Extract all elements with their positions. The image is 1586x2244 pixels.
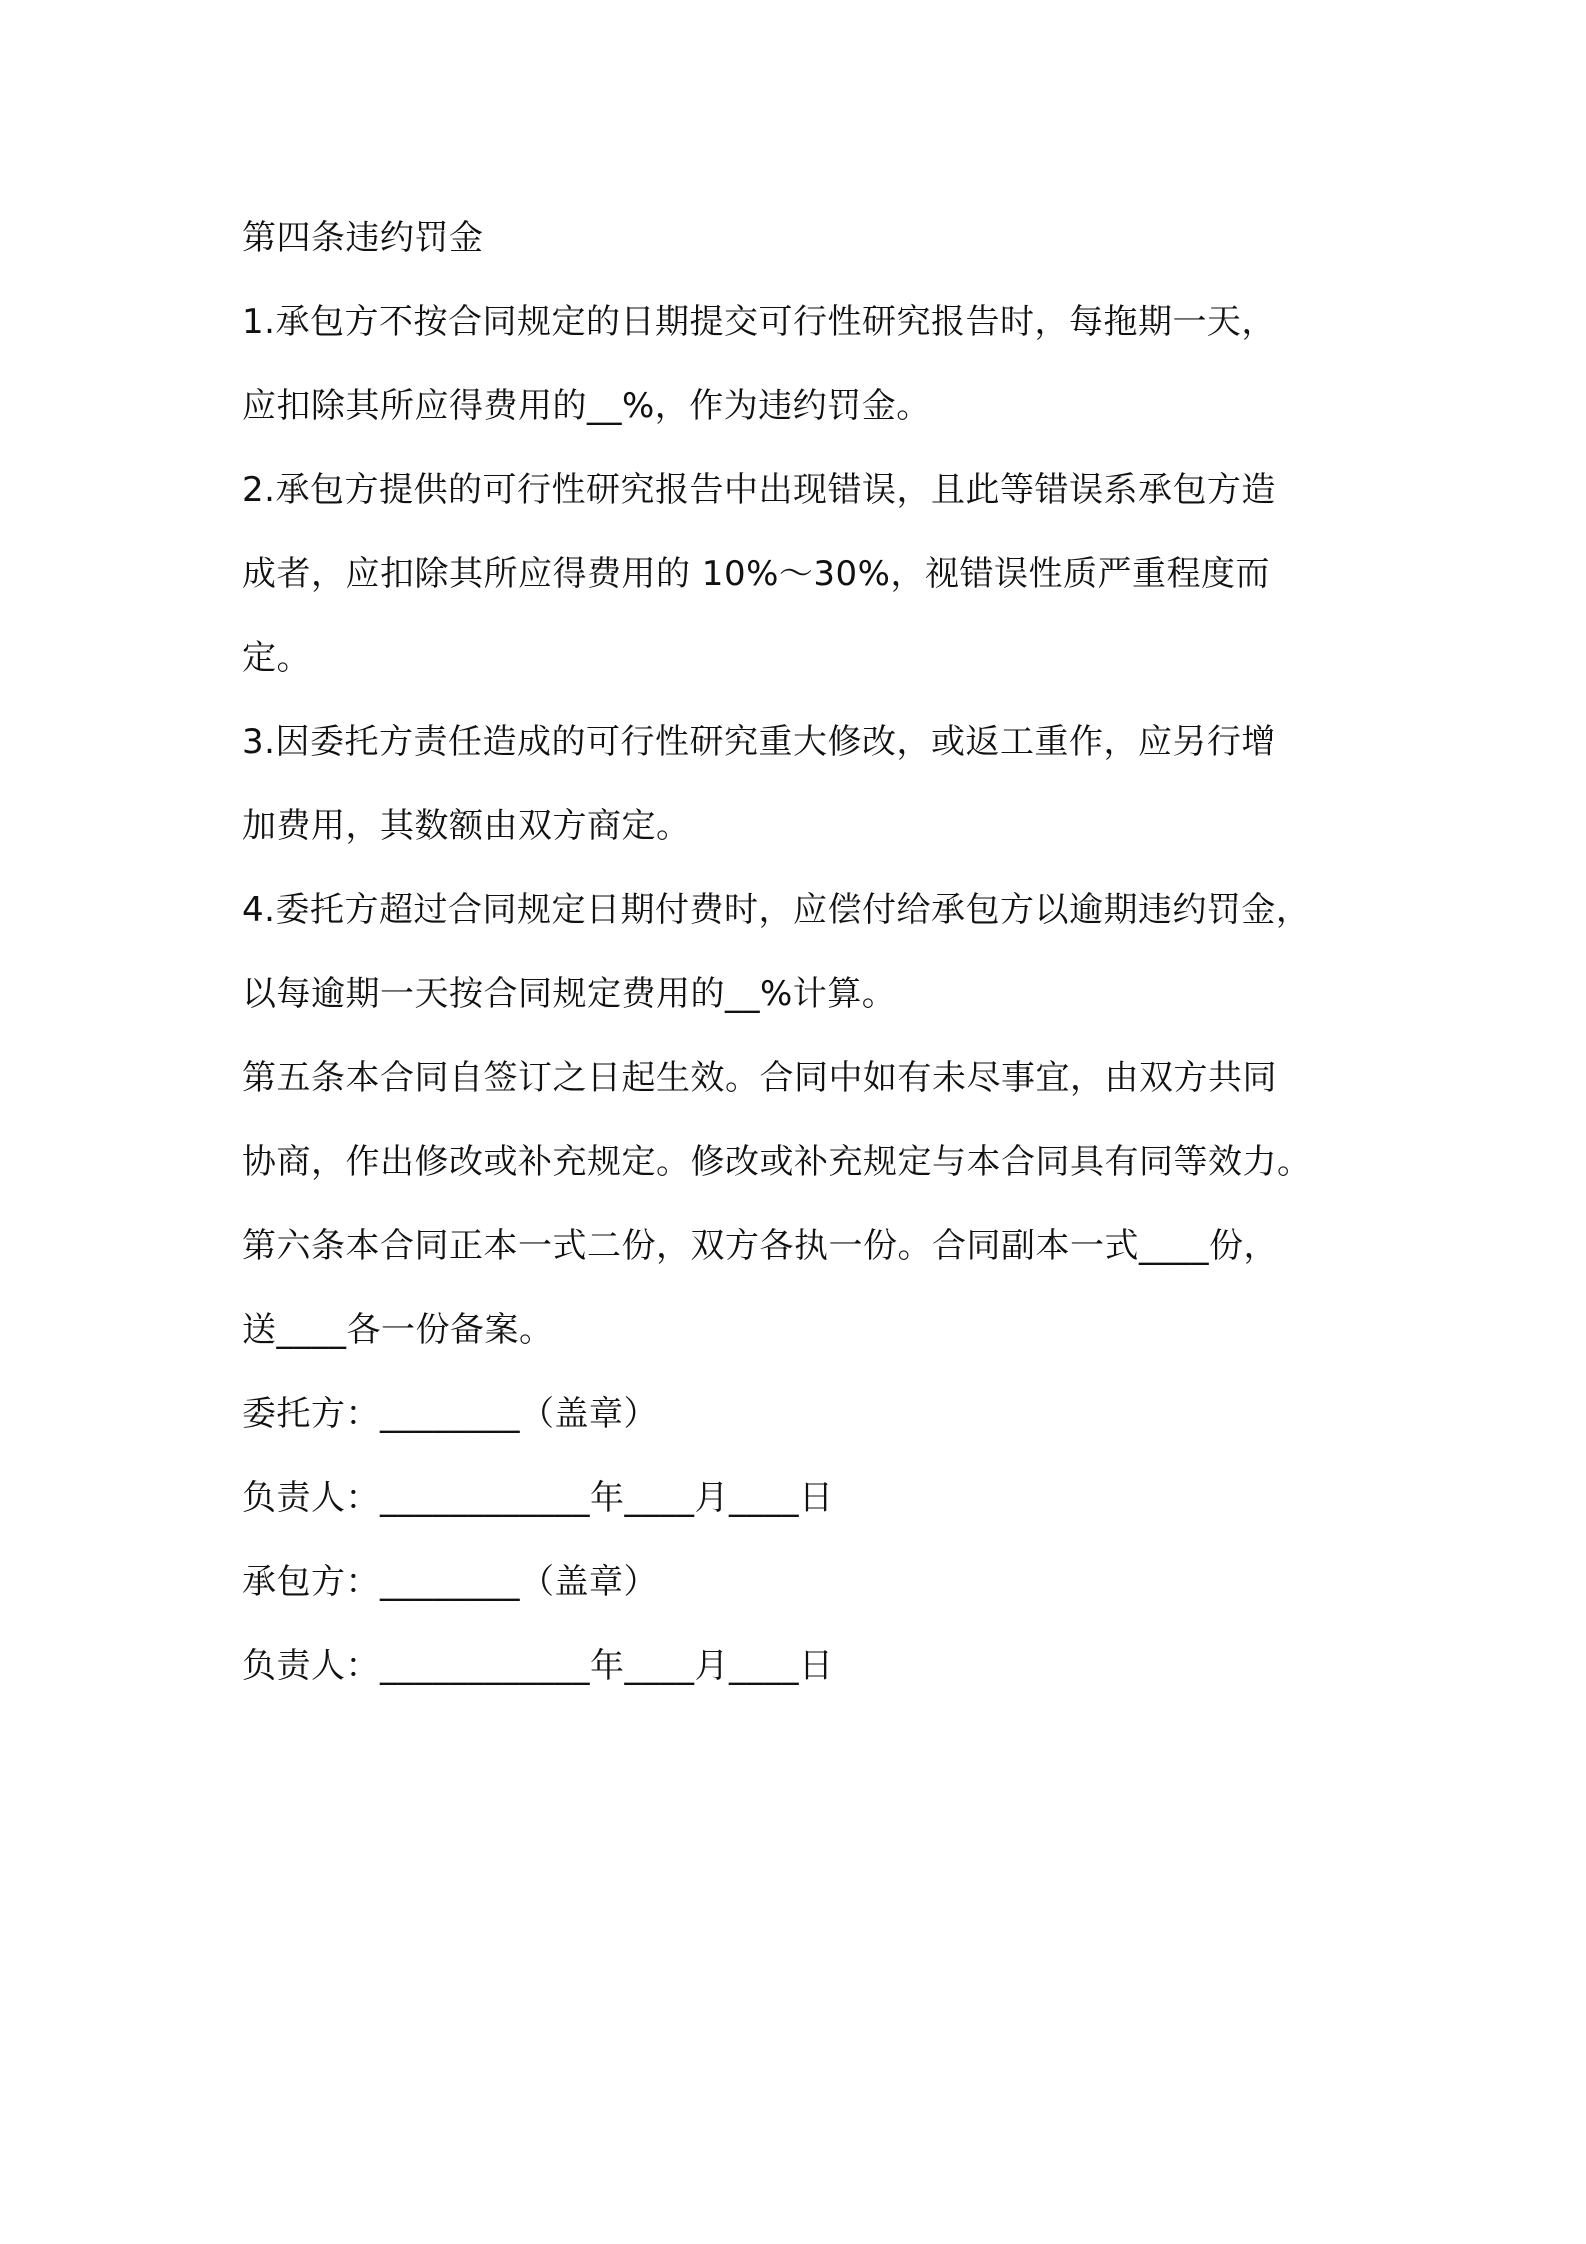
clause-4-2-line-1: 2.承包方提供的可行性研究报告中出现错误，且此等错误系承包方造 [242, 470, 1276, 510]
clause-4-3-line-1: 3.因委托方责任造成的可行性研究重大修改，或返工重作，应另行增 [242, 722, 1276, 762]
clause-4-2-line-2: 成者，应扣除其所应得费用的 10%～30%，视错误性质严重程度而 [242, 554, 1270, 594]
client-signature-line: 委托方：________（盖章） [242, 1394, 658, 1434]
article-5-line-1: 第五条本合同自签订之日起生效。合同中如有未尽事宜，由双方共同 [242, 1058, 1277, 1098]
clause-4-4-line-1: 4.委托方超过合同规定日期付费时，应偿付给承包方以逾期违约罚金， [242, 890, 1311, 930]
contractor-responsible-date-line: 负责人：____________年____月____日 [242, 1646, 834, 1686]
article-5-line-2: 协商，作出修改或补充规定。修改或补充规定与本合同具有同等效力。 [242, 1142, 1312, 1182]
client-responsible-date-line: 负责人：____________年____月____日 [242, 1478, 834, 1518]
clause-4-4-line-2: 以每逾期一天按合同规定费用的__%计算。 [242, 974, 897, 1014]
clause-4-1-line-1: 1.承包方不按合同规定的日期提交可行性研究报告时，每拖期一天， [242, 302, 1276, 342]
clause-4-3-line-2: 加费用，其数额由双方商定。 [242, 806, 691, 846]
clause-4-2-line-3: 定。 [242, 638, 311, 678]
contractor-signature-line: 承包方：________（盖章） [242, 1562, 658, 1602]
article-4-heading: 第四条违约罚金 [242, 218, 484, 258]
article-6-line-2: 送____各一份备案。 [242, 1310, 554, 1350]
document-body [242, 196, 1372, 1708]
article-6-line-1: 第六条本合同正本一式二份，双方各执一份。合同副本一式____份， [242, 1226, 1278, 1266]
clause-4-1-line-2: 应扣除其所应得费用的__%，作为违约罚金。 [242, 386, 931, 426]
